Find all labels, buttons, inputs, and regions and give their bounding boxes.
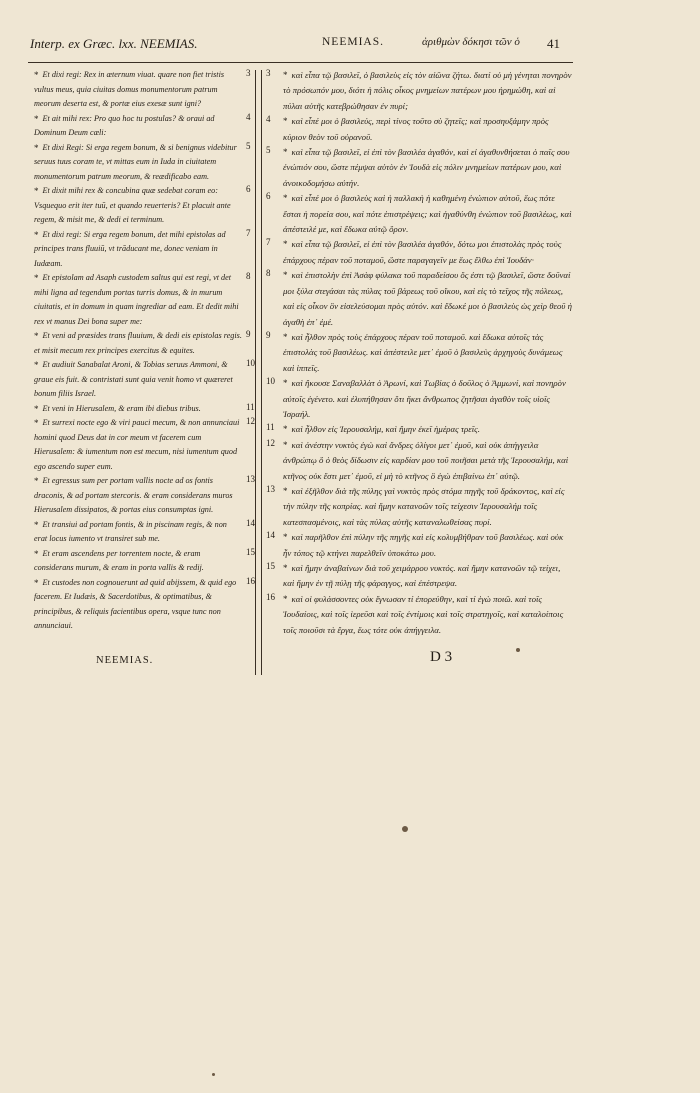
column-divider-right — [261, 70, 262, 675]
verse-number: 8 — [266, 268, 271, 278]
asterisk-mark: * — [34, 403, 39, 414]
verse-number: 9 — [246, 329, 251, 339]
asterisk-mark: * — [34, 577, 39, 588]
greek-verse — [283, 145, 573, 191]
greek-verse — [283, 422, 573, 437]
asterisk-mark: * — [283, 147, 288, 158]
latin-verse-text: Et ait mihi rex: Pro quo hoc tu postulas? & oraui ad Dominum Deum cæli: — [34, 113, 215, 137]
latin-verse — [34, 547, 242, 576]
running-head-center: NEEMIAS. — [322, 36, 384, 48]
asterisk-mark: * — [34, 113, 39, 124]
latin-verse — [34, 184, 242, 228]
latin-verse — [34, 112, 242, 141]
greek-verse-text: καὶ ἦλθον πρὸς τοὺς ἐπάρχους πέραν τοῦ ποταμοῦ. καὶ ἔδωκα αὐτοῖς τὰς ἐπιστολὰς τοῦ βασιλέως. καὶ ἀπέστειλε μετ᾽ ἐμοῦ ὁ βασιλεὺς ἀρχηγοὺς δυνάμεως καὶ ἱππεῖς. — [283, 331, 563, 373]
latin-verse — [34, 329, 242, 358]
page-number: 41 — [547, 36, 560, 51]
asterisk-mark: * — [283, 116, 288, 127]
asterisk-mark: * — [283, 331, 288, 342]
verse-number: 7 — [246, 228, 251, 238]
verse-number: 10 — [266, 376, 275, 386]
latin-verse — [34, 68, 242, 112]
latin-verse-text: Et veni in Hierusalem, & eram ibi diebus tribus. — [42, 403, 201, 413]
asterisk-mark: * — [283, 532, 288, 543]
latin-verse-text: Et dixit mihi rex & concubina quæ sedebat coram eo: Vsquequo erit iter tuū, et quando reuerteris? Et placuit ante regem, & misit me, & dedi ei terminum. — [34, 186, 231, 224]
footer-running-title: NEEMIAS. — [96, 655, 154, 666]
verse-number: 4 — [266, 114, 271, 124]
ink-spot — [516, 648, 520, 652]
ink-spot — [212, 1073, 215, 1076]
latin-verse — [34, 402, 242, 417]
asterisk-mark: * — [34, 519, 39, 530]
asterisk-mark: * — [283, 270, 288, 281]
ink-spot — [402, 826, 408, 832]
verse-number: 9 — [266, 330, 271, 340]
verse-number: 3 — [266, 68, 271, 78]
greek-verse-text: καὶ εἶπα τῷ βασιλεῖ, εἰ ἐπὶ τὸν βασιλέα ἀγαθόν, καὶ εἰ ἀγαθυνθήσεται ὁ παῖς σου ἐνώπιόν σου, ὥστε πέμψαι αὐτὸν ἐν Ἰουδὰ εἰς πόλιν μνημείων πατέρων μου, καὶ ἀνοικοδομήσω αὐτήν. — [283, 147, 570, 188]
greek-verse — [283, 561, 573, 592]
greek-verse-text: καὶ ἐπιστολὴν ἐπὶ Ἀσὰφ φύλακα τοῦ παραδείσου ὅς ἐστι τῷ βασιλεῖ, ὥστε δοῦναί μοι ξύλα στεγάσαι τὰς πύλας τοῦ βάρεως τοῦ οἴκου, καὶ εἰς τὸ τεῖχος τῆς πόλεως, καὶ εἰς οἶκον ὃν εἰσελεύσομαι πρὸς αὐτόν. καὶ ἔδωκέ μοι ὁ βασιλεὺς ὡς χεὶρ θεοῦ ἡ ἀγαθὴ ἐπ᾽ ἐμέ. — [283, 270, 572, 327]
latin-verse — [34, 358, 242, 402]
latin-verse — [34, 228, 242, 272]
verse-number: 6 — [246, 184, 251, 194]
greek-verse — [283, 330, 573, 376]
latin-verse-text: Et epistolam ad Asaph custodem saltus qui est regi, vt det mihi ligna ad tegendum portas turris domus, & in murum ciuitatis, et in domum in quam ingrediar ad eam. Et dedit mihi rex vt manus Dei bona super me: — [34, 273, 239, 326]
asterisk-mark: * — [283, 563, 288, 573]
greek-verse — [283, 530, 573, 561]
verse-number: 12 — [266, 438, 275, 448]
latin-verse-text: Et surrexi nocte ego & viri pauci mecum, & non annunciaui homini quod Deus dat in cor meum vt facerem cum Hierusalem: & iumentum non est mecum, nisi iumentum quod ego ascendo super eum. — [34, 418, 240, 471]
latin-verse — [34, 416, 242, 474]
greek-verse — [283, 268, 573, 330]
asterisk-mark: * — [34, 548, 39, 559]
greek-verse — [283, 592, 573, 638]
greek-column — [283, 68, 573, 638]
asterisk-mark: * — [34, 331, 39, 341]
marginal-note: ἀριθμὼν δόκησι τῶν ὁ — [422, 36, 520, 48]
latin-verse — [34, 474, 242, 518]
greek-verse — [283, 484, 573, 530]
latin-verse-text: Et dixi regi: Rex in æternum viuat. quare non fiet tristis vultus meus, quia ciuitas domus monumentorum patrum meorum deserta est, & portæ eius exesæ sunt igni? — [34, 70, 225, 108]
verse-number: 5 — [266, 145, 271, 155]
asterisk-mark: * — [34, 418, 39, 428]
asterisk-mark: * — [34, 142, 39, 153]
asterisk-mark: * — [34, 70, 39, 80]
running-head-left: Interp. ex Græc. lxx. NEEMIAS. — [30, 36, 198, 51]
asterisk-mark: * — [283, 239, 288, 250]
latin-verse — [34, 576, 242, 634]
asterisk-mark: * — [34, 273, 39, 283]
column-divider-left — [255, 70, 256, 675]
verse-number: 11 — [246, 402, 255, 412]
greek-verse — [283, 376, 573, 422]
verse-number: 13 — [266, 484, 275, 494]
verse-number: 5 — [246, 141, 251, 151]
greek-verse-text: καὶ ἦλθον εἰς Ἱερουσαλήμ, καὶ ἤμην ἐκεῖ ἡμέρας τρεῖς. — [291, 424, 480, 435]
asterisk-mark: * — [283, 70, 288, 80]
latin-column — [34, 68, 242, 634]
verse-number: 16 — [266, 592, 275, 602]
verse-number: 7 — [266, 237, 271, 247]
asterisk-mark: * — [283, 193, 288, 204]
verse-number: 3 — [246, 68, 251, 78]
greek-verse-text: καὶ εἶπα τῷ βασιλεῖ, εἰ ἐπὶ τὸν βασιλέα ἀγαθόν, δότω μοι ἐπιστολὰς πρὸς τοὺς ἐπάρχους πέραν τοῦ ποταμοῦ, ὥστε παραγαγεῖν με ἕως ἔλθω ἐπὶ Ἰουδάν· — [283, 239, 562, 265]
greek-verse-text: καὶ οἱ φυλάσσοντες οὐκ ἔγνωσαν τί ἐπορεύθην, καὶ τί ἐγὼ ποιῶ. καὶ τοῖς Ἰουδαίοις, καὶ τοῖς ἱερεῦσι καὶ τοῖς ἐντίμοις καὶ τοῖς στρατηγοῖς, καὶ καταλοίποις τοῖς ποιοῦσι τὰ ἔργα, ἕως τότε οὐκ ἀπήγγειλα. — [283, 593, 564, 635]
verse-number: 6 — [266, 191, 271, 201]
asterisk-mark: * — [34, 186, 39, 196]
verse-number: 12 — [246, 416, 255, 426]
asterisk-mark: * — [283, 439, 288, 450]
asterisk-mark: * — [283, 424, 288, 435]
greek-verse-text: καὶ εἶπα τῷ βασιλεῖ, ὁ βασιλεὺς εἰς τὸν αἰῶνα ζήτω. διατί οὐ μὴ γένηται πονηρὸν τὸ πρόσωπόν μου, διότι ἡ πόλις οἶκος μνημείων πατέρων μου ἠρημώθη, καὶ αἱ πύλαι αὐτῆς κατεβρώθησαν ἐν πυρί; — [283, 70, 572, 111]
greek-verse-text: καὶ ἐξῆλθον διὰ τῆς πύλης γαὶ νυκτὸς πρὸς στόμα πηγῆς τοῦ δράκοντος, καὶ εἰς τὴν πύλην τῆς κοπρίας. καὶ ἤμην κατανοῶν τοῖς τείχεσιν Ἱερουσαλήμ τοῖς κατεσπασμένοις, καὶ τὰς πύλας αὐτῆς καταναλωθείσας πυρί. — [283, 485, 565, 527]
verse-number: 15 — [246, 547, 255, 557]
verse-number: 8 — [246, 271, 251, 281]
verse-number: 11 — [266, 422, 275, 432]
asterisk-mark: * — [283, 485, 288, 496]
verse-number: 14 — [266, 530, 275, 540]
verse-number: 10 — [246, 358, 255, 368]
latin-verse-text: Et eram ascendens per torrentem nocte, & eram considerans murum, & eram in porta vallis & redij. — [34, 548, 204, 572]
latin-verse-text: Et egressus sum per portam vallis nocte ad os fontis draconis, & ad portam stercoris. & eram considerans muros Hierusalem dissipatos, & portas eius consumptas igni. — [34, 476, 233, 514]
greek-verse — [283, 114, 573, 145]
verse-number: 4 — [246, 112, 251, 122]
latin-verse-text: Et dixi Regi: Si erga regem bonum, & si benignus videbitur seruus tuus coram te, vt mittas eum in Iuda in ciuitatem monumentorum patrum meorum, & reædificabo eam. — [34, 142, 237, 181]
greek-verse — [283, 438, 573, 484]
greek-verse-text: καὶ ἤκουσε Σαναβαλλὰτ ὁ Ἀρωνί, καὶ Τωβίας ὁ δοῦλος ὁ Ἀμμωνί, καὶ πονηρὸν αὐτοῖς ἐγένετο. καὶ ἐλυπήθησαν ὅτι ἥκει ἄνθρωπος ζητῆσαι ἀγαθὸν τοῖς υἱοῖς Ἰσραήλ. — [283, 378, 566, 419]
greek-verse-text: καὶ εἶπέ μοι ὁ βασιλεὺς καὶ ἡ παλλακὴ ἡ καθημένη ἐνώπιον αὐτοῦ, ἕως πότε ἔσται ἡ πορεία σου, καὶ πότε ἐπιστρέψεις; καὶ ἠγαθύνθη ἐνώπιον τοῦ βασιλέως, καὶ ἀπέστειλέ με, καὶ ἔδωκα αὐτῷ ὅρον. — [283, 193, 572, 235]
latin-verse-text: Et custodes non cognouerunt ad quid abijssem, & quid ego facerem. Et Iudæis, & Sacerdotibus, & optimatibus, & principibus, & reliquis facientibus opera, vsque tunc non annunciaui. — [34, 577, 237, 630]
greek-verse-text: καὶ παρῆλθον ἐπὶ πύλην τῆς πηγῆς καὶ εἰς κολυμβήθραν τοῦ βασιλέως. καὶ οὐκ ἦν τόπος τῷ κτήνει παρελθεῖν ὑποκάτω μου. — [283, 532, 564, 558]
latin-verse-text: Et dixi regi: Si erga regem bonum, det mihi epistolas ad principes trans fluuiū, vt trāducant me, donec veniam in Iudæam. — [34, 229, 226, 268]
greek-verse-text: καὶ ἤμην ἀναβαίνων διὰ τοῦ χειμάρρου νυκτός. καὶ ἤμην κατανοῶν τῷ τείχει, καὶ ἤμην ἐν τῇ πύλῃ τῆς φάραγγος, καὶ ἐπέστρεψα. — [283, 563, 561, 589]
latin-verse-text: Et audiuit Sanabalat Aroni, & Tobias seruus Ammoni, & graue eis fuit. & contristati sunt quia venit homo vt quæreret bonum filiis Israel. — [34, 360, 233, 398]
header-rule — [28, 62, 573, 63]
greek-verse — [283, 237, 573, 268]
asterisk-mark: * — [34, 229, 39, 240]
asterisk-mark: * — [283, 378, 288, 389]
latin-verse-text: Et transiui ad portam fontis, & in piscinam regis, & non erat locus iumento vt transiret sub me. — [34, 519, 227, 543]
latin-verse — [34, 141, 242, 185]
verse-number: 16 — [246, 576, 255, 586]
greek-verse — [283, 68, 573, 114]
verse-number: 15 — [266, 561, 275, 571]
verse-number: 13 — [246, 474, 255, 484]
greek-verse-text: καὶ ἀνέστην νυκτὸς ἐγὼ καὶ ἄνδρες ὀλίγοι μετ᾽ ἐμοῦ, καὶ οὐκ ἀπήγγειλα ἀνθρώπῳ ὅ ὁ θεὸς δίδωσιν εἰς καρδίαν μου τοῦ ποιῆσαι μετὰ τῆς Ἱερουσαλήμ, καὶ κτῆνος οὐκ ἔστι μετ᾽ ἐμοῦ, εἰ μὴ τὸ κτῆνος ὃ ἐγὼ ἐπιβαίνω ἐπ᾽ αὐτῷ. — [283, 439, 569, 481]
latin-verse — [34, 518, 242, 547]
verse-number: 14 — [246, 518, 255, 528]
greek-verse — [283, 191, 573, 237]
latin-verse — [34, 271, 242, 329]
asterisk-mark: * — [34, 360, 39, 370]
greek-verse-text: καὶ εἶπέ μοι ὁ βασιλεύς, περὶ τίνος τοῦτο σὺ ζητεῖς; καὶ προσηυξάμην πρὸς κύριον θεὸν τοῦ οὐρανοῦ. — [283, 116, 549, 142]
signature-mark: D 3 — [430, 649, 453, 665]
asterisk-mark: * — [283, 593, 288, 604]
asterisk-mark: * — [34, 476, 39, 486]
latin-verse-text: Et veni ad præsides trans fluuium, & dedi eis epistolas regis. et misit mecum rex principes exercitus & equites. — [34, 331, 242, 355]
